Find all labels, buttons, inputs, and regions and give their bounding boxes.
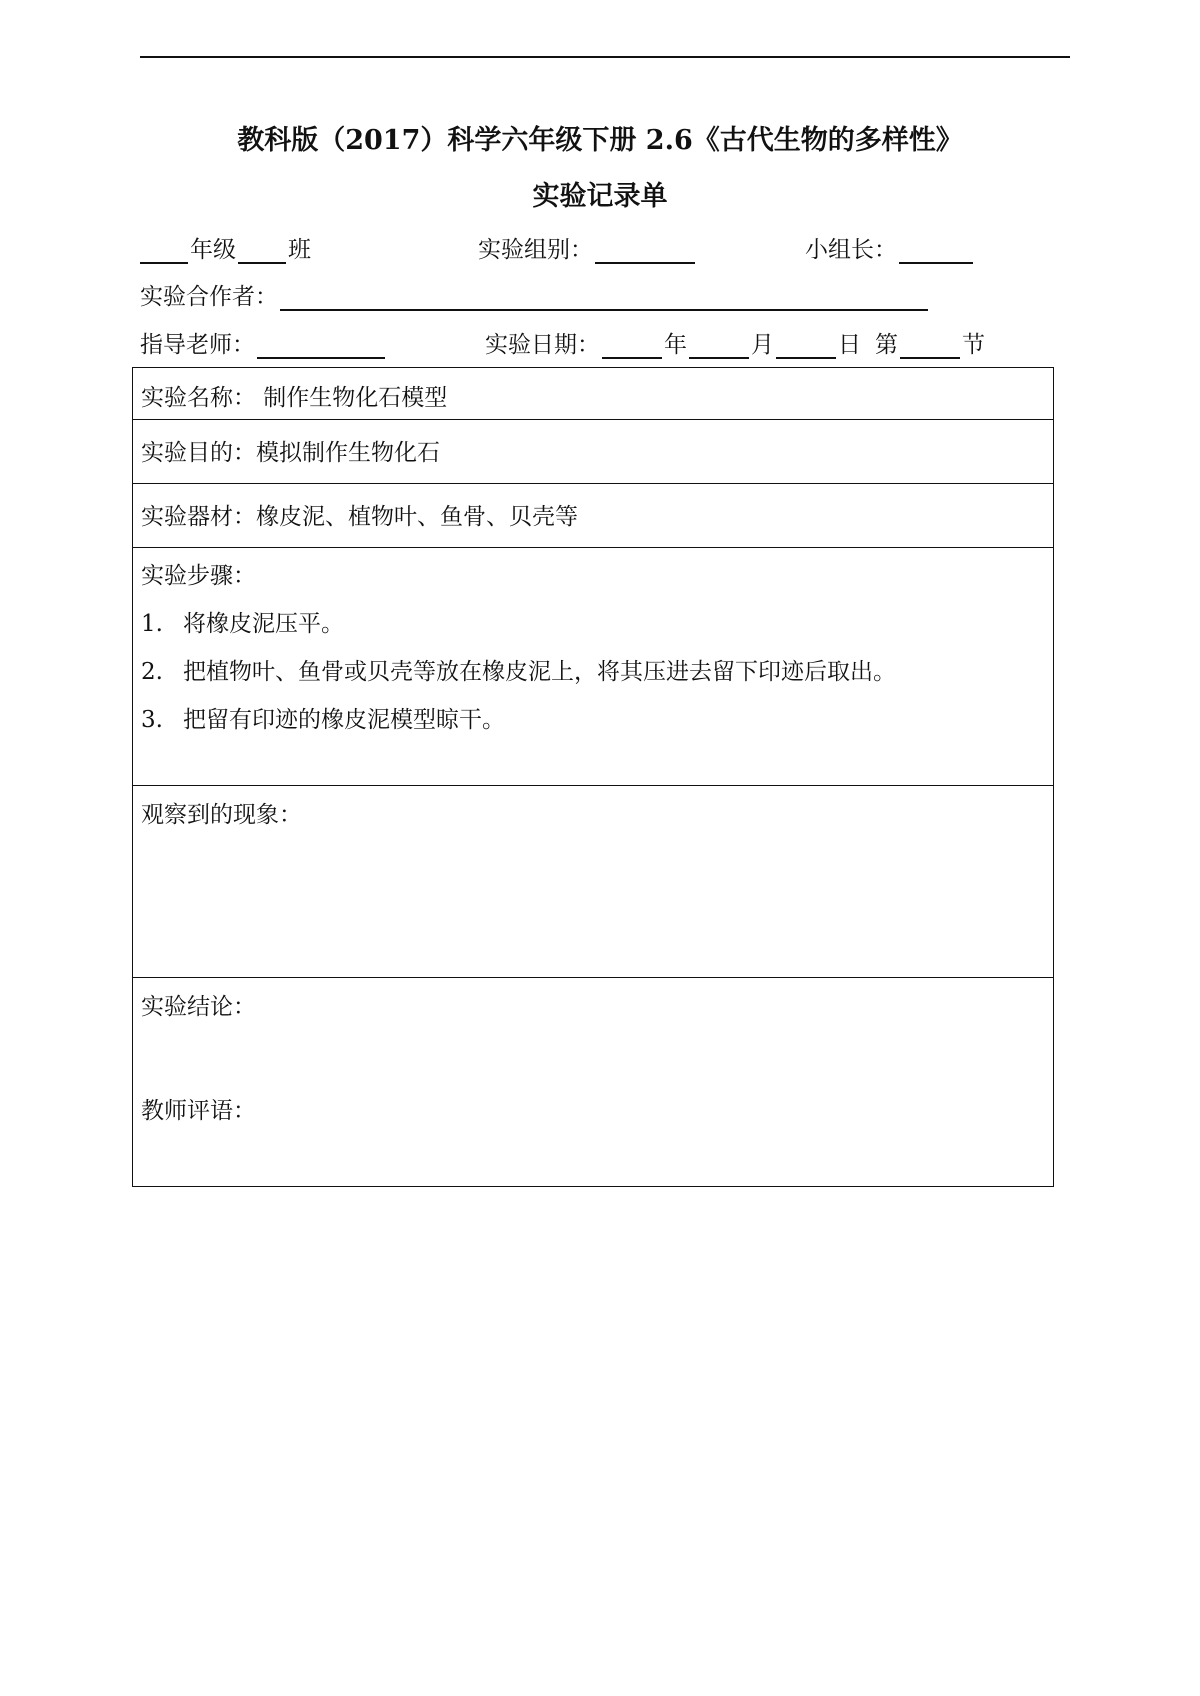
document-title: 教科版（2017）科学六年级下册 2.6《古代生物的多样性》 <box>237 125 963 156</box>
teacher-field <box>140 325 387 359</box>
day-blank[interactable] <box>776 331 836 359</box>
name-cell <box>133 368 1053 420</box>
partners-label: 实验合作者： <box>140 284 278 310</box>
purpose-cell <box>133 420 1053 484</box>
document-subtitle: 实验记录单 <box>532 181 668 212</box>
grade-label: 年级 <box>190 237 236 263</box>
header-rule <box>140 56 1070 58</box>
step-text: 把留有印迹的橡皮泥模型晾干。 <box>183 707 505 733</box>
observation-label: 观察到的现象： <box>141 802 302 828</box>
step-item <box>141 605 344 638</box>
date-field <box>485 325 985 359</box>
info-row-1 <box>0 230 1200 264</box>
materials-cell <box>133 484 1053 548</box>
experiment-name: 实验名称： 制作生物化石模型 <box>141 385 448 411</box>
info-row-2 <box>0 277 1200 311</box>
step-item <box>141 701 505 734</box>
conclusion-comment-cell[interactable] <box>133 978 1053 1186</box>
record-table <box>132 367 1054 1187</box>
leader-label: 小组长： <box>805 237 897 263</box>
step-number: 3. <box>141 707 163 733</box>
leader-blank[interactable] <box>899 236 973 264</box>
class-blank[interactable] <box>238 236 286 264</box>
group-label: 实验组别： <box>478 237 593 263</box>
partners-field <box>140 277 930 311</box>
info-row-3 <box>0 325 1200 359</box>
teacher-blank[interactable] <box>257 331 385 359</box>
observation-cell[interactable] <box>133 786 1053 978</box>
partners-blank[interactable] <box>280 283 928 311</box>
year-blank[interactable] <box>602 331 662 359</box>
grade-blank[interactable] <box>140 236 188 264</box>
month-blank[interactable] <box>689 331 749 359</box>
step-number: 2. <box>141 659 163 685</box>
step-text: 将橡皮泥压平。 <box>183 611 344 637</box>
steps-cell <box>133 548 1053 786</box>
leader-field <box>805 230 975 264</box>
period-blank[interactable] <box>900 331 960 359</box>
group-blank[interactable] <box>595 236 695 264</box>
conclusion-label: 实验结论： <box>141 994 256 1020</box>
group-field <box>478 230 697 264</box>
experiment-purpose: 实验目的：模拟制作生物化石 <box>141 440 440 466</box>
day-label: 日 <box>838 332 861 358</box>
period-label: 节 <box>962 332 985 358</box>
step-text: 把植物叶、鱼骨或贝壳等放在橡皮泥上，将其压进去留下印迹后取出。 <box>183 659 896 685</box>
step-number: 1. <box>141 611 163 637</box>
period-prefix: 第 <box>875 332 898 358</box>
experiment-materials: 实验器材：橡皮泥、植物叶、鱼骨、贝壳等 <box>141 504 578 530</box>
grade-class-field <box>140 230 311 264</box>
comment-label: 教师评语： <box>141 1098 256 1124</box>
teacher-label: 指导老师： <box>140 332 255 358</box>
class-label: 班 <box>288 237 311 263</box>
date-label: 实验日期： <box>485 332 600 358</box>
step-item <box>141 653 896 686</box>
steps-label: 实验步骤： <box>141 563 256 589</box>
year-label: 年 <box>664 332 687 358</box>
month-label: 月 <box>751 332 774 358</box>
